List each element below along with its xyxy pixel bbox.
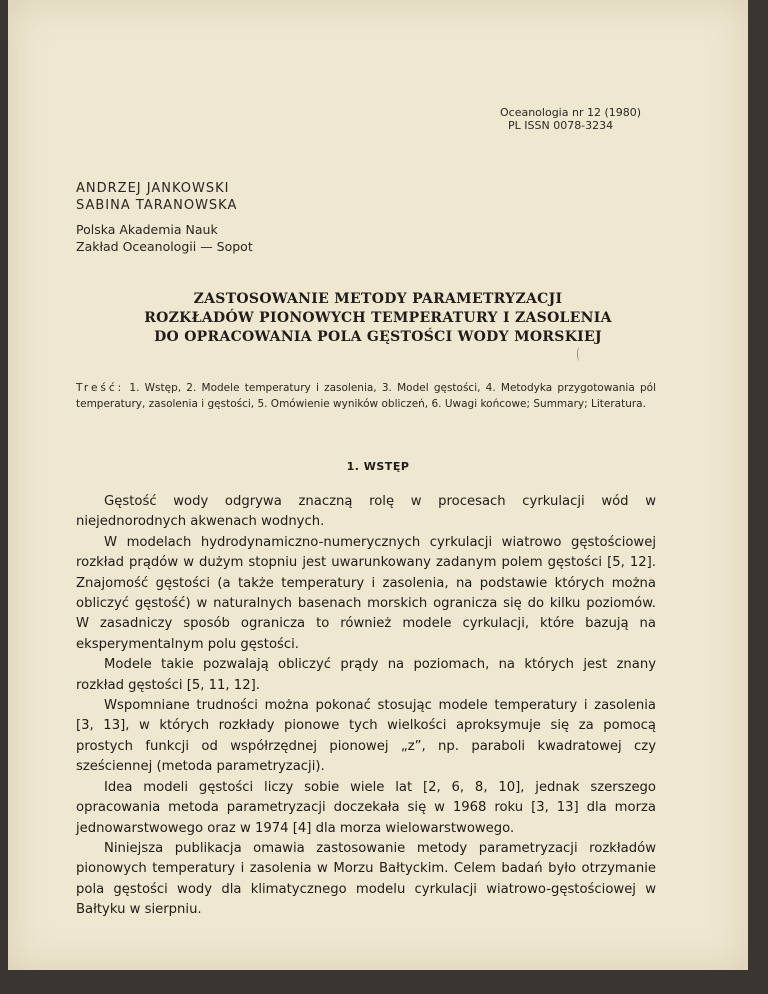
- title-line: ROZKŁADÓW PIONOWYCH TEMPERATURY I ZASOLENIA: [144, 310, 612, 326]
- body-text: [76, 492, 656, 921]
- affiliation: [76, 221, 253, 255]
- paragraph: Gęstość wody odgrywa znaczną rolę w procesach cyrkulacji wód w niejednorodnych akwenach wodnych.: [76, 494, 656, 530]
- author-list: [76, 180, 237, 214]
- author-name: SABINA TARANOWSKA: [76, 198, 238, 213]
- paragraph: Niniejsza publikacja omawia zastosowanie metody parametryzacji rozkładów pionowych temperatury i zasolenia w Morzu Bałtyckim. Celem badań było otrzymanie pola gęstości wody dla klimatycznego modelu cyrkulacji wiatrowo-gęstościowej w Bałtyku w sierpniu.: [76, 840, 656, 918]
- paragraph: Wspomniane trudności można pokonać stosując modele temperatury i zasolenia [3, 13], w których rozkłady pionowe tych wielkości aproksymuje się za pomocą prostych funkcji od współrzędnej pionowej „z”, np. paraboli kwadratowej czy sześciennej (metoda parametryzacji).: [76, 698, 656, 775]
- title-line: ZASTOSOWANIE METODY PARAMETRYZACJI: [193, 291, 563, 307]
- author-name: ANDRZEJ JANKOWSKI: [76, 181, 230, 196]
- paragraph: Modele takie pozwalają obliczyć prądy na poziomach, na których jest znany rozkład gęstości [5, 11, 12].: [76, 657, 656, 693]
- affiliation-line: Zakład Oceanologii — Sopot: [76, 239, 253, 254]
- paragraph: Idea modeli gęstości liczy sobie wiele lat [2, 6, 8, 10], jednak szerszego opracowania metoda parametryzacji doczekała się w 1968 roku [3, 13] dla morza jednowarstwowego oraz w 1974 [4] dla morza wielowarstwowego.: [76, 779, 656, 836]
- pencil-mark: [577, 347, 582, 361]
- paragraph: W modelach hydrodynamiczno-numerycznych cyrkulacji wiatrowo gęstościowej rozkład prądów w dużym stopniu jest uwarunkowany zadanym polem gęstości [5, 12]. Znajomość gęstości (a także temperatury i zasolenia, na podstawie których można obliczyć gęstość) w naturalnych basenach morskich ogranicza się do kilku poziomów. W zasadniczy sposób ogranicza to również modele cyrkulacji, które bazują na eksperymentalnym polu gęstości.: [76, 534, 656, 652]
- contents-label: Treść:: [76, 382, 125, 394]
- scanned-page: [8, 0, 748, 970]
- paper-title: [68, 290, 688, 347]
- section-heading: 1. WSTĘP: [346, 460, 410, 473]
- journal-issn: PL ISSN 0078-3234: [508, 119, 614, 132]
- journal-reference: [500, 106, 641, 132]
- affiliation-line: Polska Akademia Nauk: [76, 222, 218, 237]
- journal-issue: Oceanologia nr 12 (1980): [500, 106, 642, 119]
- title-line: DO OPRACOWANIA POLA GĘSTOŚCI WODY MORSKIEJ: [154, 329, 602, 345]
- contents-text: 1. Wstęp, 2. Modele temperatury i zasolenia, 3. Model gęstości, 4. Metodyka przygotowania pól temperatury, zasolenia i gęstości, 5. Omówienie wyników obliczeń, 6. Uwagi końcowe; Summary; Literatura.: [76, 382, 656, 410]
- table-of-contents: [76, 380, 656, 412]
